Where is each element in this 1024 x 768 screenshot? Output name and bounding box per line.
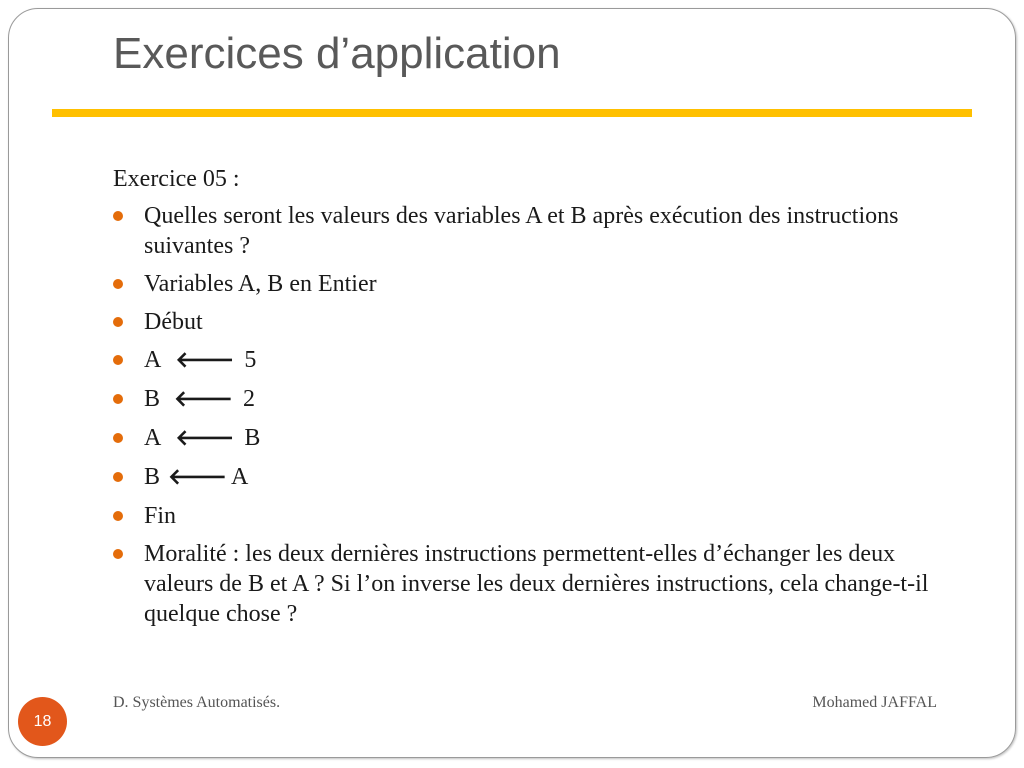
exercise-heading: Exercice 05 :: [113, 166, 240, 192]
assign-value: B: [244, 425, 261, 451]
left-arrow-icon: 🡐: [168, 465, 228, 490]
bullet-text: Quelles seront les valeurs des variables A et B après exécution des instructions suivantes ?: [144, 203, 899, 259]
bullet-dot-icon: [113, 279, 123, 289]
bullet-item-question: [113, 201, 943, 261]
slide-content: [113, 164, 943, 637]
bullet-dot-icon: [113, 211, 123, 221]
footer-author: Mohamed JAFFAL: [812, 694, 937, 711]
assign-value: A: [231, 464, 249, 490]
bullet-dot-icon: [113, 472, 123, 482]
bullet-item-assign-a-5: [113, 345, 943, 376]
bullet-item-assign-b-2: [113, 384, 943, 415]
page-number-badge: 18: [18, 697, 67, 746]
footer-course: D. Systèmes Automatisés.: [113, 694, 281, 711]
bullet-list: [113, 201, 943, 629]
bullet-dot-icon: [113, 549, 123, 559]
bullet-item-end: [113, 501, 943, 531]
assign-target: B: [144, 386, 161, 412]
bullet-item-assign-b-a: [113, 462, 943, 493]
assign-value: 2: [243, 386, 256, 412]
title-underline: [52, 109, 972, 117]
left-arrow-icon: 🡐: [174, 387, 234, 412]
bullet-text: Moralité : les deux dernières instructions permettent-elles d’échanger les deux valeurs de B et A ? Si l’on inverse les deux dernières instructions, cela change-t-il quelque chose ?: [144, 541, 929, 627]
assign-target: B: [144, 464, 161, 490]
bullet-text: Début: [144, 309, 203, 335]
bullet-text: Variables A, B en Entier: [144, 271, 377, 297]
bullet-item-declaration: [113, 269, 943, 299]
bullet-text: Fin: [144, 503, 177, 529]
bullet-dot-icon: [113, 394, 123, 404]
left-arrow-icon: 🡐: [175, 426, 235, 451]
assign-target: A: [144, 425, 162, 451]
bullet-dot-icon: [113, 355, 123, 365]
bullet-dot-icon: [113, 317, 123, 327]
bullet-dot-icon: [113, 511, 123, 521]
left-arrow-icon: 🡐: [175, 348, 235, 373]
slide-title: Exercices d’application: [113, 29, 561, 78]
bullet-dot-icon: [113, 433, 123, 443]
bullet-item-assign-a-b: [113, 423, 943, 454]
bullet-item-begin: [113, 307, 943, 337]
assign-target: A: [144, 347, 162, 373]
assign-value: 5: [244, 347, 257, 373]
bullet-item-moral: [113, 539, 943, 629]
